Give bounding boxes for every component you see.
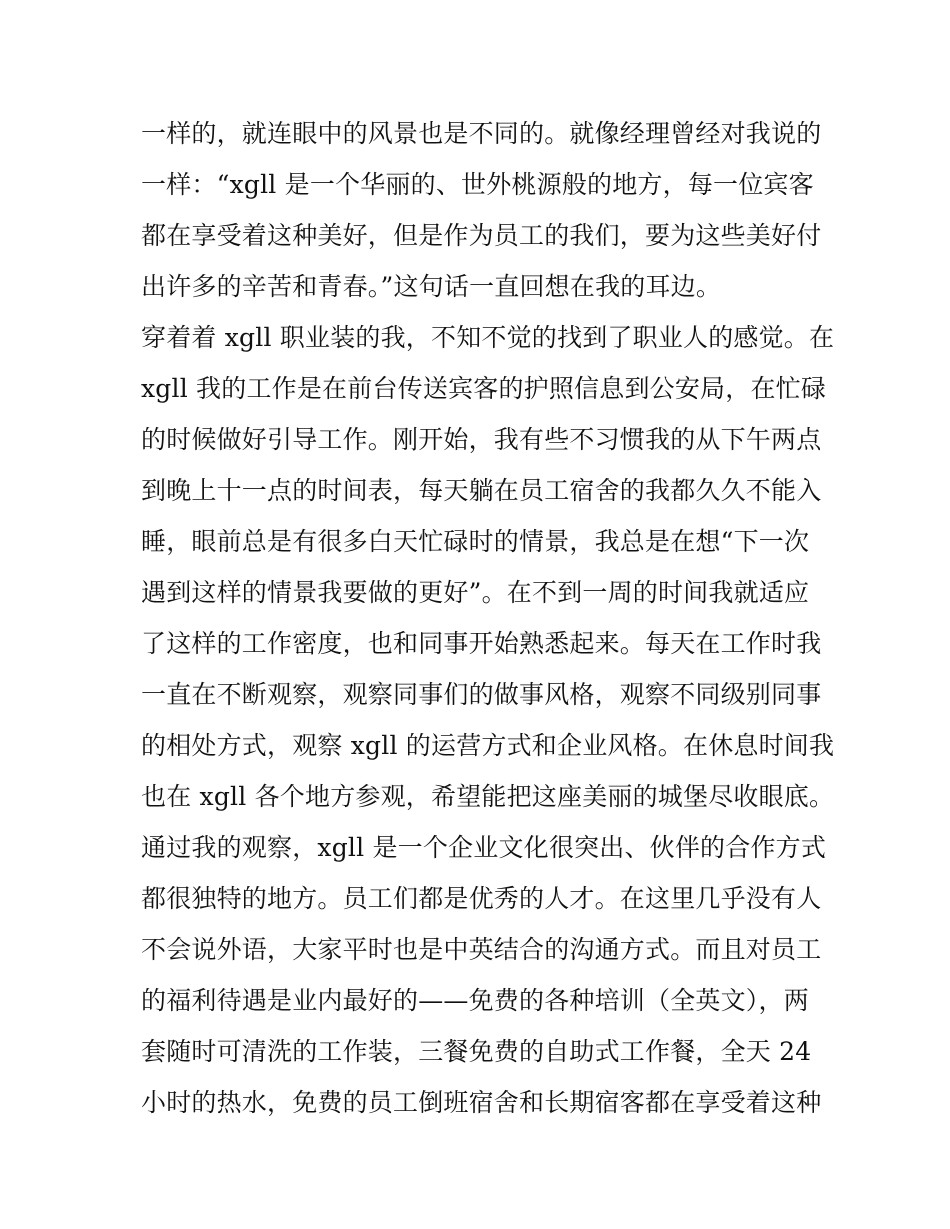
- text-line: 的相处方式，观察 xgll 的运营方式和企业风格。在休息时间我: [141, 731, 835, 760]
- text-line: 了这样的工作密度，也和同事开始熟悉起来。每天在工作时我: [141, 629, 822, 658]
- text-line: 穿着着 xgll 职业装的我，不知不觉的找到了职业人的感觉。在: [141, 323, 835, 352]
- text-line: 遇到这样的情景我要做的更好”。在不到一周的时间我就适应: [141, 578, 810, 607]
- text-line: 到晚上十一点的时间表，每天躺在员工宿舍的我都久久不能入: [141, 476, 822, 505]
- text-line: 也在 xgll 各个地方参观，希望能把这座美丽的城堡尽收眼底。: [141, 782, 835, 811]
- text-line: 都很独特的地方。员工们都是优秀的人才。在这里几乎没有人: [141, 884, 822, 913]
- text-line: 的时候做好引导工作。刚开始，我有些不习惯我的从下午两点: [141, 425, 822, 454]
- text-line: xgll 我的工作是在前台传送宾客的护照信息到公安局，在忙碌: [141, 374, 827, 403]
- body-text: [141, 108, 835, 1128]
- text-line: 出许多的辛苦和青春。”这句话一直回想在我的耳边。: [141, 272, 722, 301]
- text-line: 一样的，就连眼中的风景也是不同的。就像经理曾经对我说的: [141, 119, 822, 148]
- text-line: 都在享受着这种美好，但是作为员工的我们，要为这些美好付: [141, 221, 822, 250]
- text-line: 不会说外语，大家平时也是中英结合的沟通方式。而且对员工: [141, 935, 822, 964]
- text-line: 套随时可清洗的工作装，三餐免费的自助式工作餐，全天 24: [141, 1037, 812, 1066]
- text-line: 一直在不断观察，观察同事们的做事风格，观察不同级别同事: [141, 680, 822, 709]
- text-line: 睡，眼前总是有很多白天忙碌时的情景，我总是在想“下一次: [141, 527, 810, 556]
- text-line: 的福利待遇是业内最好的——免费的各种培训（全英文），两: [141, 986, 809, 1015]
- text-line: 通过我的观察，xgll 是一个企业文化很突出、伙伴的合作方式: [141, 833, 827, 862]
- text-line: 一样：“xgll 是一个华丽的、世外桃源般的地方，每一位宾客: [141, 170, 814, 199]
- text-line: 小时的热水，免费的员工倒班宿舍和长期宿客都在享受着这种: [141, 1088, 822, 1117]
